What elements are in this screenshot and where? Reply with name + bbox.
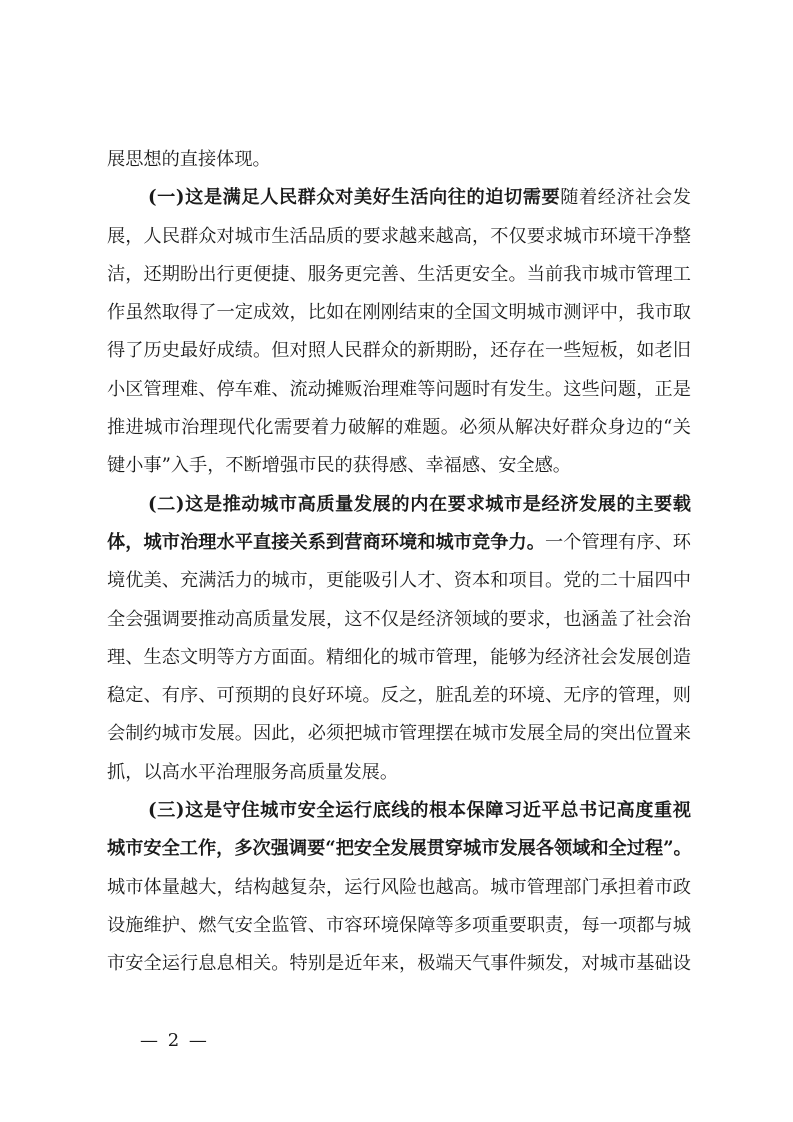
heading-text: 习近平总书记高度重视 xyxy=(503,800,691,822)
text-line xyxy=(107,562,691,600)
body-text: 全会强调要推动高质量发展，这不仅是经济领域的要求，也涵盖了社会治 xyxy=(107,608,691,630)
heading-text: 城市安全工作，多次强调要“把安全发展贯穿城市发展各领域和全过程”。 xyxy=(107,838,692,860)
text-line xyxy=(107,869,691,907)
body-text: 作虽然取得了一定成效，比如在刚刚结束的全国文明城市测评中，我市取 xyxy=(107,302,691,324)
body-text: 设施维护、燃气安全监管、市容环境保障等多项重要职责，每一项都与城 xyxy=(107,914,691,936)
body-text: 会制约城市发展。因此，必须把城市管理摆在城市发展全局的突出位置来 xyxy=(107,723,691,745)
body-text: 随着经济社会发 xyxy=(560,187,691,209)
heading-text: (三)这是守住城市安全运行底线的根本保障 xyxy=(148,800,504,822)
paragraph-first-line xyxy=(107,486,691,524)
text-line xyxy=(107,945,691,983)
document-body xyxy=(107,141,691,984)
text-line xyxy=(107,639,691,677)
body-text: 键小事”入手，不断增强市民的获得感、幸福感、安全感。 xyxy=(107,455,571,477)
heading-text: (一)这是满足人民群众对美好生活向往的迫切需要 xyxy=(148,187,561,209)
text-line xyxy=(107,447,691,485)
body-text: 理、生态文明等方方面面。精细化的城市管理，能够为经济社会发展创造 xyxy=(107,646,691,668)
text-line xyxy=(107,754,691,792)
body-text: 展，人民群众对城市生活品质的要求越来越高，不仅要求城市环境干净整 xyxy=(107,225,691,247)
text-line xyxy=(107,141,691,179)
body-text: 洁，还期盼出行更便捷、服务更完善、生活更安全。当前我市城市管理工 xyxy=(107,263,691,285)
text-line xyxy=(107,256,691,294)
text-line xyxy=(107,332,691,370)
body-text: 市安全运行息息相关。特别是近年来，极端天气事件频发，对城市基础设 xyxy=(107,953,691,975)
body-text: 稳定、有序、可预期的良好环境。反之，脏乱差的环境、无序的管理，则 xyxy=(107,685,691,707)
text-line xyxy=(107,294,691,332)
text-line xyxy=(107,371,691,409)
heading-text: 体，城市治理水平直接关系到营商环境和城市竞争力。 xyxy=(107,531,546,553)
paragraph-first-line xyxy=(107,792,691,830)
page-number: — 2 — xyxy=(140,1030,209,1051)
text-line xyxy=(107,601,691,639)
body-text: 展思想的直接体现。 xyxy=(107,149,271,170)
text-line xyxy=(107,830,691,868)
text-line xyxy=(107,409,691,447)
text-line xyxy=(107,715,691,753)
body-text: 得了历史最好成绩。但对照人民群众的新期盼，还存在一些短板，如老旧 xyxy=(107,340,691,362)
paragraph-first-line xyxy=(107,179,691,217)
heading-text: 城市是经济发展的主要载 xyxy=(485,493,691,515)
body-text: 城市体量越大，结构越复杂，运行风险也越高。城市管理部门承担着市政 xyxy=(107,876,691,898)
text-line xyxy=(107,524,691,562)
body-text: 抓，以高水平治理服务高质量发展。 xyxy=(107,761,399,783)
heading-text: (二)这是推动城市高质量发展的内在要求 xyxy=(148,493,486,515)
body-text: 境优美、充满活力的城市，更能吸引人才、资本和项目。党的二十届四中 xyxy=(107,570,691,592)
body-text: 一个管理有序、环 xyxy=(545,531,691,553)
text-line xyxy=(107,907,691,945)
body-text: 推进城市治理现代化需要着力破解的难题。必须从解决好群众身边的“关 xyxy=(107,417,691,439)
body-text: 小区管理难、停车难、流动摊贩治理难等问题时有发生。这些问题，正是 xyxy=(107,378,691,400)
text-line xyxy=(107,677,691,715)
text-line xyxy=(107,218,691,256)
